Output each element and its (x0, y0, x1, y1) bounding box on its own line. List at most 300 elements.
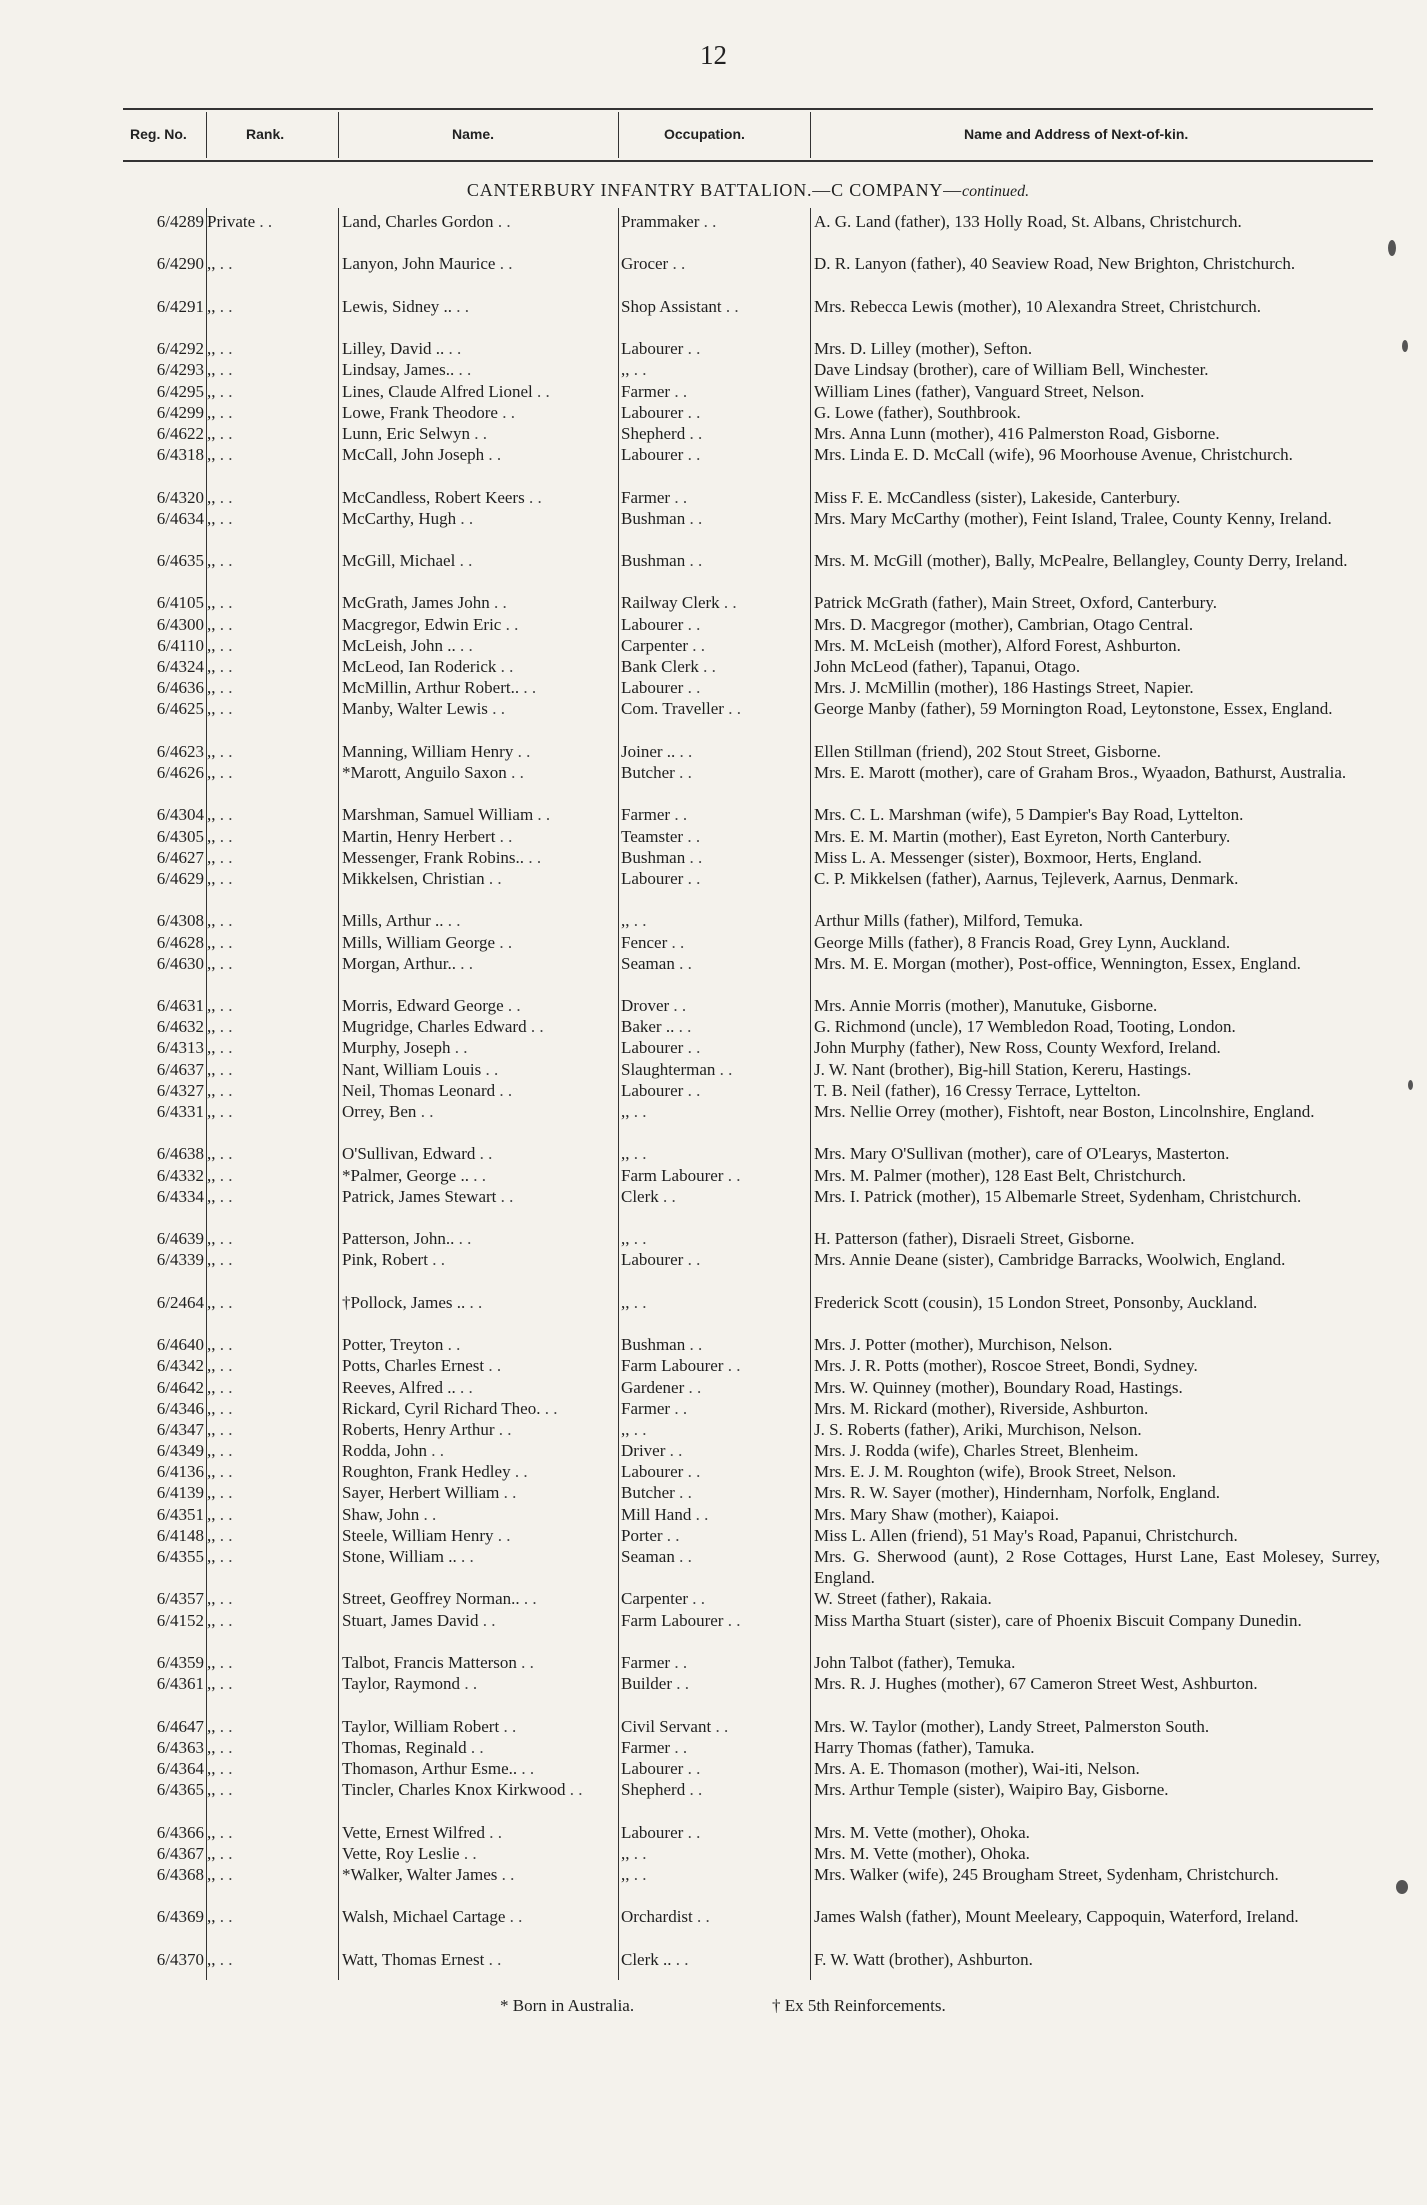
next-of-kin: Mrs. M. Vette (mother), Ohoka. (814, 1822, 1030, 1842)
next-of-kin: Mrs. Anna Lunn (mother), 416 Palmerston Road, Gisborne. (814, 423, 1220, 443)
rank: ,, . . (207, 1843, 327, 1864)
occupation: ,, . . (621, 1419, 807, 1440)
soldier-name: Roughton, Frank Hedley . . (342, 1461, 607, 1482)
rank: ,, . . (207, 296, 327, 317)
rank: ,, . . (207, 1546, 327, 1567)
rank: ,, . . (207, 1143, 327, 1164)
reg-number: 6/4357 (156, 1589, 204, 1609)
reg-number: 6/4637 (156, 1059, 204, 1079)
occupation: Slaughterman . . (621, 1059, 807, 1080)
next-of-kin: Mrs. Annie Deane (sister), Cambridge Barracks, Woolwich, England. (814, 1250, 1286, 1270)
reg-number: 6/4642 (156, 1377, 204, 1397)
next-of-kin: W. Street (father), Rakaia. (814, 1589, 992, 1609)
reg-number: 6/4324 (156, 657, 204, 677)
soldier-name: Murphy, Joseph . . (342, 1037, 607, 1058)
soldier-name: Patterson, John.. . . (342, 1228, 607, 1249)
next-of-kin: Mrs. M. Vette (mother), Ohoka. (814, 1843, 1030, 1863)
column-header-name: Name. (452, 126, 495, 142)
reg-number: 6/4628 (156, 932, 204, 952)
next-of-kin: G. Lowe (father), Southbrook. (814, 402, 1021, 422)
occupation: ,, . . (621, 1864, 807, 1885)
rank: ,, . . (207, 698, 327, 719)
reg-number: 6/4299 (156, 402, 204, 422)
rank: ,, . . (207, 1673, 327, 1694)
occupation: Driver . . (621, 1440, 807, 1461)
reg-number: 6/4300 (156, 614, 204, 634)
table-row (0, 1482, 1427, 1503)
reg-number: 6/4636 (156, 678, 204, 698)
soldier-name: *Palmer, George .. . . (342, 1165, 607, 1186)
rank: ,, . . (207, 1652, 327, 1673)
rank: ,, . . (207, 1101, 327, 1122)
table-row (0, 1059, 1427, 1080)
header-bottom-rule (123, 160, 1373, 162)
rank: ,, . . (207, 1355, 327, 1376)
occupation: Carpenter . . (621, 635, 807, 656)
table-row (0, 1864, 1427, 1906)
table-row (0, 359, 1427, 380)
rank: ,, . . (207, 826, 327, 847)
rank: ,, . . (207, 1525, 327, 1546)
rank: ,, . . (207, 741, 327, 762)
occupation: Shop Assistant . . (621, 296, 807, 317)
table-row (0, 1398, 1427, 1419)
next-of-kin: Ellen Stillman (friend), 202 Stout Street, Gisborne. (814, 741, 1162, 761)
reg-number: 6/4342 (156, 1356, 204, 1376)
reg-number: 6/4308 (156, 911, 204, 931)
table-row (0, 592, 1427, 613)
rank: ,, . . (207, 1228, 327, 1249)
soldier-name: Potter, Treyton . . (342, 1334, 607, 1355)
table-row (0, 444, 1427, 486)
reg-number: 6/4349 (156, 1441, 204, 1461)
table-row (0, 1143, 1427, 1164)
next-of-kin: John Murphy (father), New Ross, County Wexford, Ireland. (814, 1038, 1221, 1058)
rank: ,, . . (207, 1016, 327, 1037)
table-row (0, 1843, 1427, 1864)
table-row (0, 1440, 1427, 1461)
soldier-name: Rickard, Cyril Richard Theo. . . (342, 1398, 607, 1419)
table-row (0, 1165, 1427, 1186)
next-of-kin: Patrick McGrath (father), Main Street, Oxford, Canterbury. (814, 593, 1217, 613)
occupation: Farmer . . (621, 1652, 807, 1673)
soldier-name: Stuart, James David . . (342, 1610, 607, 1631)
rank: ,, . . (207, 1398, 327, 1419)
rank: ,, . . (207, 402, 327, 423)
section-heading-text: CANTERBURY INFANTRY BATTALION.—C COMPANY— (466, 180, 962, 200)
table-row (0, 1355, 1427, 1376)
header-divider (810, 112, 811, 158)
occupation: Labourer . . (621, 1037, 807, 1058)
next-of-kin: Mrs. R. J. Hughes (mother), 67 Cameron Street West, Ashburton. (814, 1674, 1258, 1694)
table-row (0, 698, 1427, 740)
rank: ,, . . (207, 423, 327, 444)
next-of-kin: Mrs. M. E. Morgan (mother), Post-office, Wennington, Essex, England. (814, 953, 1301, 973)
table-row (0, 402, 1427, 423)
soldier-name: Lewis, Sidney .. . . (342, 296, 607, 317)
occupation: Labourer . . (621, 614, 807, 635)
occupation: Gardener . . (621, 1377, 807, 1398)
rank: ,, . . (207, 487, 327, 508)
next-of-kin: Miss Martha Stuart (sister), care of Phoenix Biscuit Company Dunedin. (814, 1610, 1302, 1630)
rank: ,, . . (207, 381, 327, 402)
next-of-kin: Frederick Scott (cousin), 15 London Street, Ponsonby, Auckland. (814, 1292, 1258, 1312)
rank: ,, . . (207, 868, 327, 889)
occupation: Bank Clerk . . (621, 656, 807, 677)
occupation: Farmer . . (621, 381, 807, 402)
next-of-kin: Mrs. W. Quinney (mother), Boundary Road, Hastings. (814, 1377, 1183, 1397)
table-row (0, 804, 1427, 825)
occupation: Farmer . . (621, 804, 807, 825)
next-of-kin: Mrs. J. Potter (mother), Murchison, Nelson. (814, 1335, 1113, 1355)
table-row (0, 1292, 1427, 1334)
occupation: Clerk . . (621, 1186, 807, 1207)
occupation: ,, . . (621, 1843, 807, 1864)
occupation: Labourer . . (621, 1080, 807, 1101)
reg-number: 6/4355 (156, 1547, 204, 1567)
occupation: Com. Traveller . . (621, 698, 807, 719)
rank: ,, . . (207, 847, 327, 868)
table-row (0, 1016, 1427, 1037)
table-row (0, 1377, 1427, 1398)
reg-number: 6/4363 (156, 1737, 204, 1757)
rank: ,, . . (207, 592, 327, 613)
rank: ,, . . (207, 1864, 327, 1885)
soldier-name: Patrick, James Stewart . . (342, 1186, 607, 1207)
next-of-kin: Mrs. R. W. Sayer (mother), Hindernham, Norfolk, England. (814, 1483, 1221, 1503)
reg-number: 6/4368 (156, 1864, 204, 1884)
table-row (0, 1186, 1427, 1228)
soldier-name: Orrey, Ben . . (342, 1101, 607, 1122)
next-of-kin: Miss L. Allen (friend), 51 May's Road, Papanui, Christchurch. (814, 1525, 1238, 1545)
reg-number: 6/4625 (156, 699, 204, 719)
reg-number: 6/4367 (156, 1843, 204, 1863)
table-row (0, 1758, 1427, 1779)
next-of-kin: Mrs. C. L. Marshman (wife), 5 Dampier's Bay Road, Lyttelton. (814, 805, 1244, 825)
rank: ,, . . (207, 932, 327, 953)
reg-number: 6/4110 (157, 635, 204, 655)
soldier-name: McCandless, Robert Keers . . (342, 487, 607, 508)
table-row (0, 1652, 1427, 1673)
occupation: Shepherd . . (621, 1779, 807, 1800)
next-of-kin: Mrs. M. McLeish (mother), Alford Forest, Ashburton. (814, 635, 1181, 655)
table-row (0, 1334, 1427, 1355)
next-of-kin: D. R. Lanyon (father), 40 Seaview Road, New Brighton, Christchurch. (814, 254, 1296, 274)
soldier-name: *Walker, Walter James . . (342, 1864, 607, 1885)
rank: ,, . . (207, 1461, 327, 1482)
occupation: ,, . . (621, 359, 807, 380)
next-of-kin: Mrs. G. Sherwood (aunt), 2 Rose Cottages, Hurst Lane, East Molesey, Surrey, England. (814, 1547, 1380, 1588)
occupation: Farmer . . (621, 487, 807, 508)
soldier-name: †Pollock, James .. . . (342, 1292, 607, 1313)
next-of-kin: James Walsh (father), Mount Meeleary, Cappoquin, Waterford, Ireland. (814, 1907, 1299, 1927)
soldier-name: Taylor, Raymond . . (342, 1673, 607, 1694)
soldier-name: Watt, Thomas Ernest . . (342, 1949, 607, 1970)
table-row (0, 677, 1427, 698)
rank: ,, . . (207, 550, 327, 571)
next-of-kin: Mrs. Mary Shaw (mother), Kaiapoi. (814, 1504, 1060, 1524)
soldier-name: McMillin, Arthur Robert.. . . (342, 677, 607, 698)
next-of-kin: Miss L. A. Messenger (sister), Boxmoor, Herts, England. (814, 847, 1202, 867)
table-row (0, 635, 1427, 656)
next-of-kin: Mrs. D. Lilley (mother), Sefton. (814, 339, 1033, 359)
next-of-kin: John McLeod (father), Tapanui, Otago. (814, 657, 1081, 677)
next-of-kin: Mrs. J. R. Potts (mother), Roscoe Street, Bondi, Sydney. (814, 1356, 1198, 1376)
next-of-kin: C. P. Mikkelsen (father), Aarnus, Tejleverk, Aarnus, Denmark. (814, 868, 1239, 888)
soldier-name: Rodda, John . . (342, 1440, 607, 1461)
occupation: Butcher . . (621, 762, 807, 783)
next-of-kin: Mrs. J. Rodda (wife), Charles Street, Blenheim. (814, 1441, 1139, 1461)
table-row (0, 910, 1427, 931)
rank: ,, . . (207, 677, 327, 698)
table-row (0, 211, 1427, 253)
occupation: Farm Labourer . . (621, 1610, 807, 1631)
paper-blemish (1408, 1080, 1413, 1090)
rank: ,, . . (207, 1249, 327, 1270)
occupation: Labourer . . (621, 1249, 807, 1270)
next-of-kin: George Manby (father), 59 Mornington Road, Leytonstone, Essex, England. (814, 699, 1333, 719)
next-of-kin: Mrs. I. Patrick (mother), 15 Albemarle Street, Sydenham, Christchurch. (814, 1186, 1302, 1206)
table-row (0, 1949, 1427, 1970)
next-of-kin: Arthur Mills (father), Milford, Temuka. (814, 911, 1084, 931)
occupation: Farmer . . (621, 1737, 807, 1758)
table-row (0, 741, 1427, 762)
footnote-ex-reinforcements: † Ex 5th Reinforcements. (772, 1996, 946, 2015)
table-row (0, 1588, 1427, 1609)
table-row (0, 656, 1427, 677)
next-of-kin: Mrs. M. McGill (mother), Bally, McPealre, Bellangley, County Derry, Ireland. (814, 551, 1348, 571)
rank: ,, . . (207, 1482, 327, 1503)
rank: ,, . . (207, 1440, 327, 1461)
soldier-name: Marshman, Samuel William . . (342, 804, 607, 825)
occupation: Labourer . . (621, 338, 807, 359)
table-row (0, 1037, 1427, 1058)
reg-number: 6/4152 (156, 1610, 204, 1630)
next-of-kin: J. S. Roberts (father), Ariki, Murchison, Nelson. (814, 1419, 1142, 1439)
occupation: Butcher . . (621, 1482, 807, 1503)
next-of-kin: Mrs. Rebecca Lewis (mother), 10 Alexandra Street, Christchurch. (814, 296, 1262, 316)
next-of-kin: Mrs. Nellie Orrey (mother), Fishtoft, near Boston, Lincolnshire, England. (814, 1102, 1315, 1122)
reg-number: 6/4332 (156, 1165, 204, 1185)
soldier-name: Reeves, Alfred .. . . (342, 1377, 607, 1398)
reg-number: 6/4627 (156, 847, 204, 867)
occupation: Labourer . . (621, 868, 807, 889)
occupation: Grocer . . (621, 253, 807, 274)
rank: ,, . . (207, 762, 327, 783)
occupation: Fencer . . (621, 932, 807, 953)
soldier-name: Stone, William .. . . (342, 1546, 607, 1567)
table-row (0, 1228, 1427, 1249)
rank: ,, . . (207, 910, 327, 931)
rank: ,, . . (207, 1059, 327, 1080)
rank: ,, . . (207, 656, 327, 677)
reg-number: 6/4634 (156, 508, 204, 528)
soldier-name: O'Sullivan, Edward . . (342, 1143, 607, 1164)
soldier-name: Taylor, William Robert . . (342, 1716, 607, 1737)
next-of-kin: Mrs. A. E. Thomason (mother), Wai-iti, Nelson. (814, 1758, 1140, 1778)
page-number: 12 (700, 40, 727, 70)
occupation: Seaman . . (621, 1546, 807, 1567)
reg-number: 6/4370 (156, 1949, 204, 1969)
table-row (0, 487, 1427, 508)
occupation: Labourer . . (621, 1822, 807, 1843)
reg-number: 6/4638 (156, 1144, 204, 1164)
occupation: Clerk .. . . (621, 1949, 807, 1970)
soldier-name: McCall, John Joseph . . (342, 444, 607, 465)
occupation: Farmer . . (621, 1398, 807, 1419)
soldier-name: Potts, Charles Ernest . . (342, 1355, 607, 1376)
soldier-name: Vette, Roy Leslie . . (342, 1843, 607, 1864)
occupation: Bushman . . (621, 1334, 807, 1355)
soldier-name: Lunn, Eric Selwyn . . (342, 423, 607, 444)
table-row (0, 1822, 1427, 1843)
soldier-name: Steele, William Henry . . (342, 1525, 607, 1546)
soldier-name: Lilley, David .. . . (342, 338, 607, 359)
column-header-reg: Reg. No. (130, 126, 187, 142)
soldier-name: Thomason, Arthur Esme.. . . (342, 1758, 607, 1779)
soldier-name: Macgregor, Edwin Eric . . (342, 614, 607, 635)
soldier-name: Lowe, Frank Theodore . . (342, 402, 607, 423)
section-heading-continued: continued. (961, 183, 1030, 200)
soldier-name: Street, Geoffrey Norman.. . . (342, 1588, 607, 1609)
reg-number: 6/2464 (156, 1292, 204, 1312)
next-of-kin: George Mills (father), 8 Francis Road, Grey Lynn, Auckland. (814, 932, 1231, 952)
reg-number: 6/4292 (156, 339, 204, 359)
reg-number: 6/4346 (156, 1398, 204, 1418)
soldier-name: McCarthy, Hugh . . (342, 508, 607, 529)
rank: ,, . . (207, 1610, 327, 1631)
table-row (0, 253, 1427, 295)
table-row (0, 614, 1427, 635)
rank: ,, . . (207, 804, 327, 825)
next-of-kin: Mrs. Walker (wife), 245 Brougham Street, Sydenham, Christchurch. (814, 1864, 1279, 1884)
rank: ,, . . (207, 635, 327, 656)
reg-number: 6/4295 (156, 381, 204, 401)
rank: ,, . . (207, 253, 327, 274)
occupation: Carpenter . . (621, 1588, 807, 1609)
next-of-kin: T. B. Neil (father), 16 Cressy Terrace, Lyttelton. (814, 1080, 1141, 1100)
reg-number: 6/4105 (156, 593, 204, 613)
soldier-name: *Marott, Anguilo Saxon . . (342, 762, 607, 783)
table-row (0, 1779, 1427, 1821)
soldier-name: Mills, William George . . (342, 932, 607, 953)
occupation: ,, . . (621, 1292, 807, 1313)
reg-number: 6/4313 (156, 1038, 204, 1058)
table-row (0, 1461, 1427, 1482)
table-row (0, 932, 1427, 953)
table-row (0, 1504, 1427, 1525)
reg-number: 6/4148 (156, 1525, 204, 1545)
reg-number: 6/4369 (156, 1907, 204, 1927)
next-of-kin: William Lines (father), Vanguard Street, Nelson. (814, 381, 1145, 401)
reg-number: 6/4339 (156, 1250, 204, 1270)
table-row (0, 847, 1427, 868)
soldier-name: Vette, Ernest Wilfred . . (342, 1822, 607, 1843)
soldier-name: Lindsay, James.. . . (342, 359, 607, 380)
soldier-name: Roberts, Henry Arthur . . (342, 1419, 607, 1440)
reg-number: 6/4365 (156, 1780, 204, 1800)
next-of-kin: Mrs. Linda E. D. McCall (wife), 96 Moorhouse Avenue, Christchurch. (814, 445, 1293, 465)
footnote-born-in-australia: * Born in Australia. (500, 1996, 635, 2015)
next-of-kin: Mrs. J. McMillin (mother), 186 Hastings Street, Napier. (814, 678, 1194, 698)
paper-blemish (1402, 340, 1408, 352)
rank: ,, . . (207, 1334, 327, 1355)
reg-number: 6/4318 (156, 445, 204, 465)
rank: ,, . . (207, 1419, 327, 1440)
table-row (0, 1080, 1427, 1101)
soldier-name: Manby, Walter Lewis . . (342, 698, 607, 719)
occupation: Labourer . . (621, 402, 807, 423)
reg-number: 6/4331 (156, 1102, 204, 1122)
next-of-kin: Mrs. Mary O'Sullivan (mother), care of O'Learys, Masterton. (814, 1144, 1230, 1164)
soldier-name: Neil, Thomas Leonard . . (342, 1080, 607, 1101)
reg-number: 6/4630 (156, 953, 204, 973)
rank: ,, . . (207, 444, 327, 465)
next-of-kin: H. Patterson (father), Disraeli Street, Gisborne. (814, 1229, 1135, 1249)
occupation: Shepherd . . (621, 423, 807, 444)
reg-number: 6/4291 (156, 296, 204, 316)
next-of-kin: Mrs. M. Rickard (mother), Riverside, Ashburton. (814, 1398, 1149, 1418)
soldier-name: McLeish, John .. . . (342, 635, 607, 656)
rank: ,, . . (207, 1037, 327, 1058)
reg-number: 6/4320 (156, 487, 204, 507)
rank: ,, . . (207, 508, 327, 529)
table-row (0, 381, 1427, 402)
occupation: Teamster . . (621, 826, 807, 847)
rank: ,, . . (207, 1186, 327, 1207)
reg-number: 6/4334 (156, 1186, 204, 1206)
rank: ,, . . (207, 614, 327, 635)
rank: ,, . . (207, 1737, 327, 1758)
occupation: Labourer . . (621, 1758, 807, 1779)
reg-number: 6/4351 (156, 1504, 204, 1524)
soldier-name: Mugridge, Charles Edward . . (342, 1016, 607, 1037)
occupation: Seaman . . (621, 953, 807, 974)
next-of-kin: J. W. Nant (brother), Big-hill Station, Kereru, Hastings. (814, 1059, 1192, 1079)
reg-number: 6/4347 (156, 1419, 204, 1439)
soldier-name: Mikkelsen, Christian . . (342, 868, 607, 889)
soldier-name: Walsh, Michael Cartage . . (342, 1906, 607, 1927)
reg-number: 6/4647 (156, 1716, 204, 1736)
paper-blemish (1388, 240, 1396, 256)
rank: ,, . . (207, 1758, 327, 1779)
soldier-name: Shaw, John . . (342, 1504, 607, 1525)
next-of-kin: A. G. Land (father), 133 Holly Road, St. Albans, Christchurch. (814, 212, 1242, 231)
table-row (0, 1610, 1427, 1652)
next-of-kin: Mrs. Arthur Temple (sister), Waipiro Bay, Gisborne. (814, 1780, 1169, 1800)
rank: ,, . . (207, 359, 327, 380)
rank: ,, . . (207, 1779, 327, 1800)
occupation: ,, . . (621, 1228, 807, 1249)
reg-number: 6/4327 (156, 1080, 204, 1100)
rank: ,, . . (207, 1949, 327, 1970)
soldier-name: Martin, Henry Herbert . . (342, 826, 607, 847)
soldier-name: Nant, William Louis . . (342, 1059, 607, 1080)
table-row (0, 995, 1427, 1016)
reg-number: 6/4626 (156, 762, 204, 782)
table-row (0, 1673, 1427, 1715)
soldier-name: Sayer, Herbert William . . (342, 1482, 607, 1503)
table-row (0, 953, 1427, 995)
next-of-kin: Mrs. W. Taylor (mother), Landy Street, Palmerston South. (814, 1716, 1210, 1736)
table-row (0, 423, 1427, 444)
rank: ,, . . (207, 1292, 327, 1313)
occupation: Civil Servant . . (621, 1716, 807, 1737)
rank: Private . . (207, 211, 327, 232)
rank: ,, . . (207, 1906, 327, 1927)
occupation: Joiner .. . . (621, 741, 807, 762)
header-divider (618, 112, 619, 158)
